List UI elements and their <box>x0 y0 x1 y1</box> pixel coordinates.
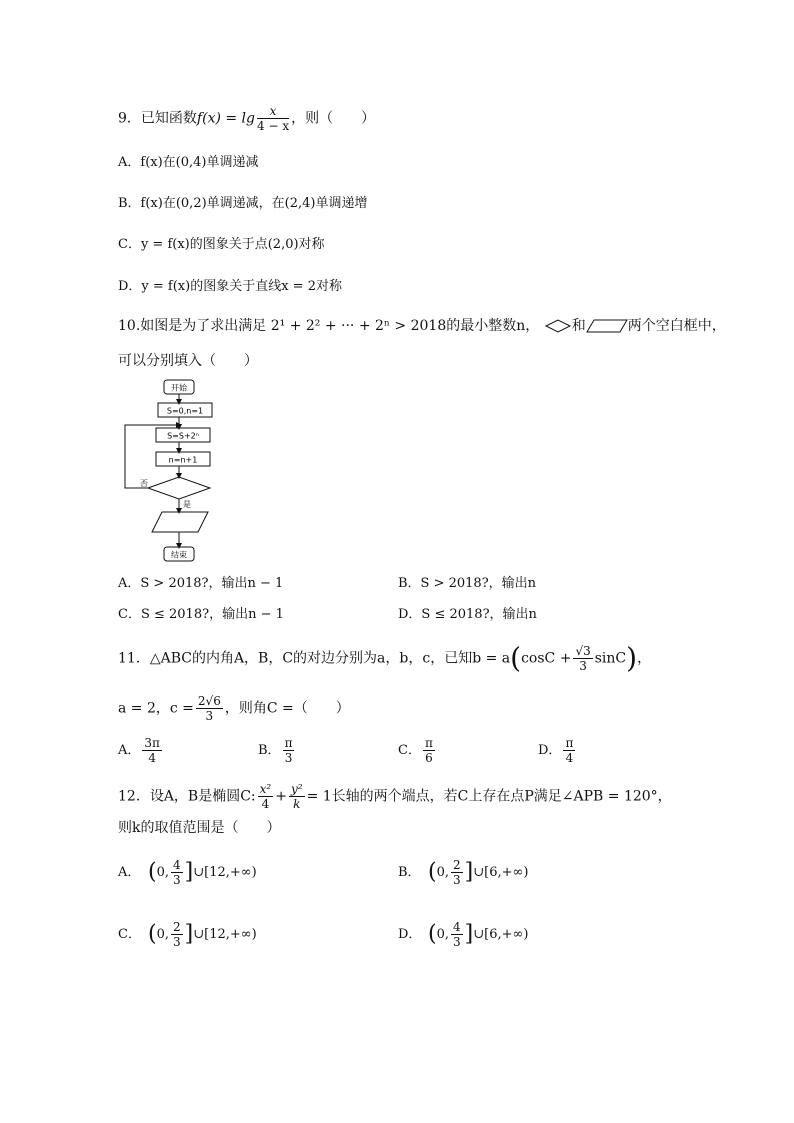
q11-frac-numerator: √3 <box>575 644 591 658</box>
q9-function: f(x) = lg <box>196 110 255 127</box>
q11-b-label: B． <box>258 743 281 758</box>
q12-option-c: C． (0, $\frac{2}{3}$ ]∪[12,+∞) <box>118 920 257 949</box>
q12-x-fraction <box>258 782 274 811</box>
q11-option-d <box>538 736 577 765</box>
q11-d-label: D． <box>538 743 562 758</box>
flow-yes-label: 是 <box>183 500 191 509</box>
q9-fraction <box>257 104 289 133</box>
q11-a-den: 4 <box>148 751 156 765</box>
q9-stem-prefix: 9．已知函数 <box>118 110 197 127</box>
q9-option-b: B．f(x)在(0,2)单调递减，在(2,4)单调递增 <box>118 196 368 211</box>
q12-stem-line1 <box>118 782 672 811</box>
flow-increment-label: n=n+1 <box>168 455 198 465</box>
q12-a-label: A． <box>118 865 141 880</box>
q10-stem-line2: 可以分别填入（ ） <box>118 353 258 369</box>
q11-c-label: C． <box>398 743 421 758</box>
q11-c-denominator: 3 <box>205 709 214 723</box>
q12-option-d: D． (0, $\frac{4}{3}$ ]∪[6,+∞) <box>398 920 529 949</box>
q10-option-b: B．S > 2018?，输出n <box>398 576 537 591</box>
q10-and: 和 <box>571 318 586 334</box>
flow-end-label: 结束 <box>171 550 187 560</box>
q12-d-num: 4 <box>453 920 461 934</box>
q9-stem-suffix: ，则（ ） <box>291 110 376 127</box>
q12-x-den: 4 <box>261 797 270 811</box>
q12-a-post: ∪[12,+∞) <box>193 865 257 880</box>
q12-d-den: 3 <box>453 935 461 949</box>
q12-stem-text: 12．设A，B是椭圆C: <box>118 788 256 805</box>
q11-d-den: 4 <box>565 751 574 765</box>
flow-sum-label: S=S+2ⁿ <box>167 431 199 441</box>
q11-a-label: A． <box>118 743 141 758</box>
q11-option-a <box>118 736 164 765</box>
flow-init-label: S=0,n=1 <box>166 406 204 416</box>
q12-b-pre: 0, <box>436 865 449 880</box>
q12-a-num: 4 <box>173 858 181 872</box>
q9-denominator: 4 − x <box>257 119 290 133</box>
q12-d-pre: 0, <box>436 927 449 942</box>
q12-a-pre: 0, <box>156 865 169 880</box>
q9-stem <box>118 104 375 133</box>
q11-c-den: 6 <box>425 751 433 765</box>
q12-b-den: 3 <box>453 873 461 887</box>
flow-no-label: 否 <box>140 479 148 488</box>
parallelogram-box-icon <box>586 319 628 333</box>
q11-comma: ， <box>637 650 652 667</box>
q12-d-post: ∪[6,+∞) <box>473 927 529 942</box>
q12-c-label: C． <box>118 927 141 942</box>
q11-frac-denominator: 3 <box>579 659 587 673</box>
q12-stem-condition: = 1长轴的两个端点，若C上存在点P满足∠APB = 120°， <box>306 788 672 805</box>
q11-option-c <box>398 736 437 765</box>
q12-c-post: ∪[12,+∞) <box>193 927 257 942</box>
q11-c-num: π <box>424 736 433 750</box>
q11-cos-term: cosC + <box>521 650 572 667</box>
q10-option-d: D．S ≤ 2018?，输出n <box>398 607 537 622</box>
q10-stem-text: 10.如图是为了求出满足 2¹ + 2² + ··· + 2ⁿ > 2018的最小整数n， <box>118 318 540 334</box>
q11-b-num: π <box>284 736 293 750</box>
q11-given-a-c: a = 2，c = <box>118 700 194 717</box>
q11-stem-text: 11．△ABC的内角A，B，C的对边分别为a，b，c，已知b = a <box>118 650 511 667</box>
q12-a-den: 3 <box>173 873 181 887</box>
flow-decision-diamond <box>148 477 210 499</box>
q12-b-post: ∪[6,+∞) <box>473 865 529 880</box>
q9-option-a: A．f(x)在(0,4)单调递减 <box>118 155 259 170</box>
diamond-box-icon <box>544 319 572 333</box>
q9-option-c: C．y = f(x)的图象关于点(2,0)对称 <box>118 237 325 252</box>
q11-ask: ，则角C =（ ） <box>224 700 350 717</box>
q12-c-den: 3 <box>173 935 181 949</box>
q11-b-den: 3 <box>284 751 293 765</box>
flow-start-label: 开始 <box>171 383 187 393</box>
flow-output-parallelogram <box>152 512 208 532</box>
q12-stem-line2: 则k的取值范围是（ ） <box>118 820 281 836</box>
q11-option-b <box>258 736 296 765</box>
q12-x-num: x² <box>259 782 272 796</box>
q11-sqrt3-fraction <box>573 644 592 673</box>
q12-option-b: B． (0, $\frac{2}{3}$ ]∪[6,+∞) <box>398 858 529 887</box>
q11-stem-line1: 11．△ABC的内角A，B，C的对边分别为a，b，c，已知b = a(cosC + $\frac{√3}{3}$ sinC)， <box>118 641 652 675</box>
q12-d-label: D． <box>398 927 422 942</box>
q10-option-a: A．S > 2018?，输出n − 1 <box>118 576 284 591</box>
q12-option-a: A． (0, $\frac{4}{3}$ ]∪[12,+∞) <box>118 858 257 887</box>
q12-c-num: 2 <box>173 920 181 934</box>
q10-stem-line1 <box>118 316 726 336</box>
q12-y-den: k <box>293 797 301 811</box>
q10-stem-tail: 两个空白框中， <box>627 318 726 334</box>
q12-y-num: y² <box>290 782 303 796</box>
q12-b-num: 2 <box>453 858 461 872</box>
q12-y-fraction <box>289 782 305 811</box>
q11-c-numerator: 2√6 <box>197 694 221 708</box>
q10-option-c: C．S ≤ 2018?，输出n − 1 <box>118 607 284 622</box>
q11-sin-term: sinC <box>594 650 627 667</box>
q12-c-pre: 0, <box>156 927 169 942</box>
q9-option-d: D．y = f(x)的图象关于直线x = 2对称 <box>118 279 342 294</box>
q11-a-num: 3π <box>144 736 160 750</box>
q11-d-num: π <box>565 736 574 750</box>
q11-c-fraction <box>196 694 223 723</box>
q10-flowchart <box>118 378 228 564</box>
q12-b-label: B． <box>398 865 421 880</box>
q11-stem-line2 <box>118 694 350 723</box>
q12-plus: + <box>275 788 287 805</box>
q9-numerator: x <box>257 104 289 119</box>
